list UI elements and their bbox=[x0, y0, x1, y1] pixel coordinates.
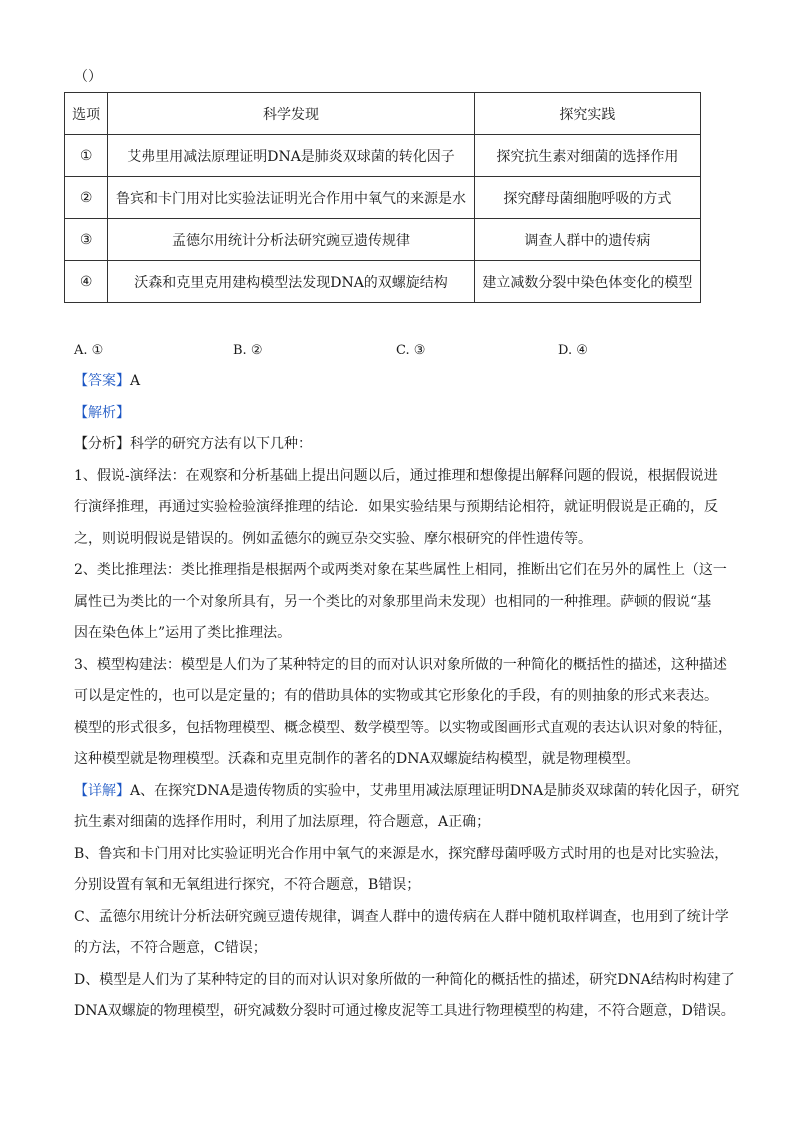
question-table bbox=[64, 92, 701, 303]
paragraph-line: 1、假说-演绎法：在观察和分析基础上提出问题以后，通过推理和想像提出解释问题的假说，根据假说进 bbox=[74, 468, 718, 484]
table-header-cell: 科学发现 bbox=[108, 93, 474, 135]
paragraph-line: 行演绎推理，再通过实验检验演绎推理的结论．如果实验结果与预期结论相符，就证明假说是正确的，反 bbox=[74, 499, 718, 515]
detail-line: 抗生素对细菌的选择作用时，利用了加法原理，符合题意，A正确； bbox=[74, 814, 491, 830]
answer-label: 【答案】 bbox=[74, 373, 130, 389]
detail-line: D、模型是人们为了某种特定的目的而对认识对象所做的一种简化的概括性的描述，研究DNA结构时构建了 bbox=[74, 972, 735, 988]
table-cell: 探究酵母菌细胞呼吸的方式 bbox=[474, 177, 700, 219]
table-row bbox=[65, 135, 701, 177]
xiangjie-label: 【详解】 bbox=[74, 783, 130, 799]
table-cell: ② bbox=[65, 177, 108, 219]
paragraph-line: 2、类比推理法：类比推理指是根据两个或两类对象在某些属性上相同，推断出它们在另外的属性上（这一 bbox=[74, 562, 727, 578]
detail-line bbox=[74, 780, 739, 800]
detail-text: A、在探究DNA是遗传物质的实验中，艾弗里用减法原理证明DNA是肺炎双球菌的转化因子，研究 bbox=[130, 783, 740, 799]
table-header-cell: 选项 bbox=[65, 93, 108, 135]
analysis-label: 【解析】 bbox=[74, 405, 130, 421]
detail-line: B、鲁宾和卡门用对比实验证明光合作用中氧气的来源是水，探究酵母菌呼吸方式时用的也是对比实验法， bbox=[74, 846, 729, 862]
table-header-row bbox=[65, 93, 701, 135]
table-cell: 建立减数分裂中染色体变化的模型 bbox=[474, 261, 700, 303]
fenxi-line bbox=[74, 433, 312, 453]
table-cell: 调查人群中的遗传病 bbox=[474, 219, 700, 261]
table-cell: 沃森和克里克用建构模型法发现DNA的双螺旋结构 bbox=[108, 261, 474, 303]
detail-line: C、孟德尔用统计分析法研究豌豆遗传规律，调查人群中的遗传病在人群中随机取样调查，也用到了统计学 bbox=[74, 909, 729, 925]
answer-line bbox=[74, 370, 140, 390]
table-cell: ① bbox=[65, 135, 108, 177]
option-d: D. ④ bbox=[558, 343, 588, 358]
table-cell: 艾弗里用减法原理证明DNA是肺炎双球菌的转化因子 bbox=[108, 135, 474, 177]
table-row bbox=[65, 261, 701, 303]
paragraph-line: 这种模型就是物理模型。沃森和克里克制作的著名的DNA双螺旋结构模型，就是物理模型。 bbox=[74, 751, 640, 767]
table-cell: 孟德尔用统计分析法研究豌豆遗传规律 bbox=[108, 219, 474, 261]
option-a: A. ① bbox=[74, 343, 104, 358]
paragraph-line: 模型的形式很多，包括物理模型、概念模型、数学模型等。以实物或图画形式直观的表达认识对象的特征， bbox=[74, 720, 732, 736]
detail-line: DNA双螺旋的物理模型，研究减数分裂时可通过橡皮泥等工具进行物理模型的构建，不符合题意，D错误。 bbox=[74, 1003, 735, 1019]
table-cell: ④ bbox=[65, 261, 108, 303]
paragraph-line: 属性已为类比的一个对象所具有，另一个类比的对象那里尚未发现）也相同的一种推理。萨顿的假说“基 bbox=[74, 594, 712, 610]
detail-line: 分别设置有氧和无氧组进行探究，不符合题意，B错误； bbox=[74, 877, 421, 893]
detail-line: 的方法，不符合题意，C错误； bbox=[74, 940, 267, 956]
question-paren: （） bbox=[74, 69, 102, 85]
table-cell: 鲁宾和卡门用对比实验法证明光合作用中氧气的来源是水 bbox=[108, 177, 474, 219]
option-c: C. ③ bbox=[396, 343, 426, 358]
fenxi-label: 【分析】 bbox=[74, 436, 130, 452]
paragraph-line: 之，则说明假说是错误的。例如孟德尔的豌豆杂交实验、摩尔根研究的伴性遗传等。 bbox=[74, 531, 592, 547]
paragraph-line: 3、模型构建法：模型是人们为了某种特定的目的而对认识对象所做的一种简化的概括性的描述，这种描述 bbox=[74, 657, 727, 673]
fenxi-text: 科学的研究方法有以下几种： bbox=[130, 436, 312, 452]
answer-value: A bbox=[130, 373, 141, 389]
paragraph-line: 因在染色体上”运用了类比推理法。 bbox=[74, 625, 292, 641]
paragraph-line: 可以是定性的，也可以是定量的；有的借助具体的实物或其它形象化的手段，有的则抽象的形式来表达。 bbox=[74, 688, 718, 704]
table-cell: ③ bbox=[65, 219, 108, 261]
table-header-cell: 探究实践 bbox=[474, 93, 700, 135]
option-b: B. ② bbox=[233, 343, 263, 358]
table-row bbox=[65, 177, 701, 219]
table-row bbox=[65, 219, 701, 261]
table-cell: 探究抗生素对细菌的选择作用 bbox=[474, 135, 700, 177]
